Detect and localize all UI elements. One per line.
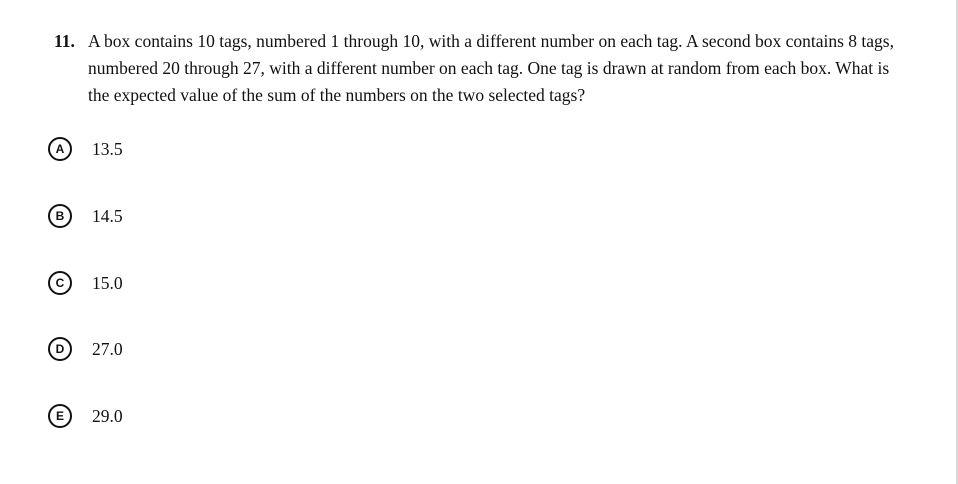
choice-text-d: 27.0 xyxy=(92,338,123,359)
answer-choice-c[interactable] xyxy=(48,269,123,297)
choice-text-c: 15.0 xyxy=(92,272,123,293)
choice-text-b: 14.5 xyxy=(92,205,123,226)
choice-bubble-e[interactable]: E xyxy=(48,404,72,428)
choice-text-e: 29.0 xyxy=(92,405,123,426)
answer-choice-b[interactable] xyxy=(48,202,123,230)
choice-text-a: 13.5 xyxy=(92,138,123,159)
question-text: A box contains 10 tags, numbered 1 through 10, with a different number on each tag. A second box contains 8 tags, numbered 20 through 27, with a different number on each tag. One tag is drawn at random from each box. What is the expected value of the sum of the numbers on the two selected tags? xyxy=(88,31,894,105)
choice-bubble-c[interactable]: C xyxy=(48,271,72,295)
choice-bubble-a[interactable]: A xyxy=(48,137,72,161)
answer-choice-e[interactable] xyxy=(48,402,123,430)
choice-bubble-b[interactable]: B xyxy=(48,204,72,228)
question-block xyxy=(54,28,904,109)
answer-choice-d[interactable] xyxy=(48,335,123,363)
choice-bubble-d[interactable]: D xyxy=(48,337,72,361)
question-number: 11. xyxy=(54,31,75,51)
answer-choice-a[interactable] xyxy=(48,135,123,163)
